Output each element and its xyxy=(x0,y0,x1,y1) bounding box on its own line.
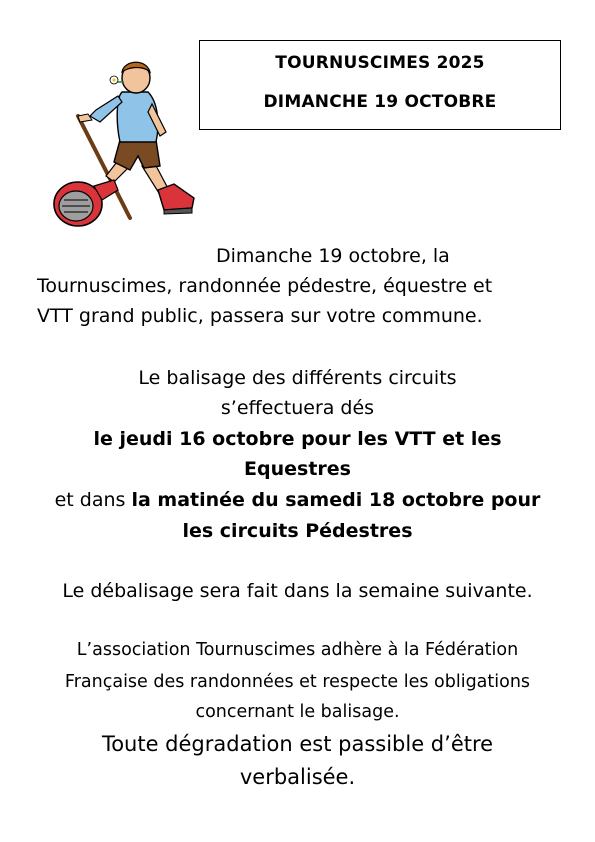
association-line-1: L’association Tournuscimes adhère à la Fédération xyxy=(76,640,519,660)
intro-line-2: Tournuscimes, randonnée pédestre, équestre et xyxy=(37,275,493,297)
intro-line-3: VTT grand public, passera sur votre commune. xyxy=(37,305,483,327)
balisage-line-2: s’effectuera dés xyxy=(220,397,375,419)
balisage-line-1: Le balisage des différents circuits xyxy=(138,367,457,389)
event-title: TOURNUSCIMES 2025 xyxy=(275,53,485,73)
balisage-pedestre-date: la matinée du samedi 18 octobre pour xyxy=(131,489,541,511)
balisage-equestres: Equestres xyxy=(244,458,351,480)
balisage-line-5 xyxy=(0,489,595,511)
event-date: DIMANCHE 19 OCTOBRE xyxy=(263,92,497,112)
warning-line-2: verbalisée. xyxy=(239,765,356,789)
balisage-pedestres: les circuits Pédestres xyxy=(182,520,413,542)
intro-line-1: Dimanche 19 octobre, la xyxy=(216,245,450,267)
balisage-prefix: et dans xyxy=(54,489,132,511)
association-line-2: Française des randonnées et respecte les obligations xyxy=(64,672,531,692)
debalisage-line: Le débalisage sera fait dans la semaine suivante. xyxy=(62,580,533,602)
balisage-vtt-date: le jeudi 16 octobre pour les VTT et les xyxy=(93,428,502,450)
hiker-illustration xyxy=(50,58,200,238)
title-box xyxy=(199,40,561,130)
association-line-3: concernant le balisage. xyxy=(195,702,400,722)
warning-line-1: Toute dégradation est passible d’être xyxy=(101,732,494,756)
